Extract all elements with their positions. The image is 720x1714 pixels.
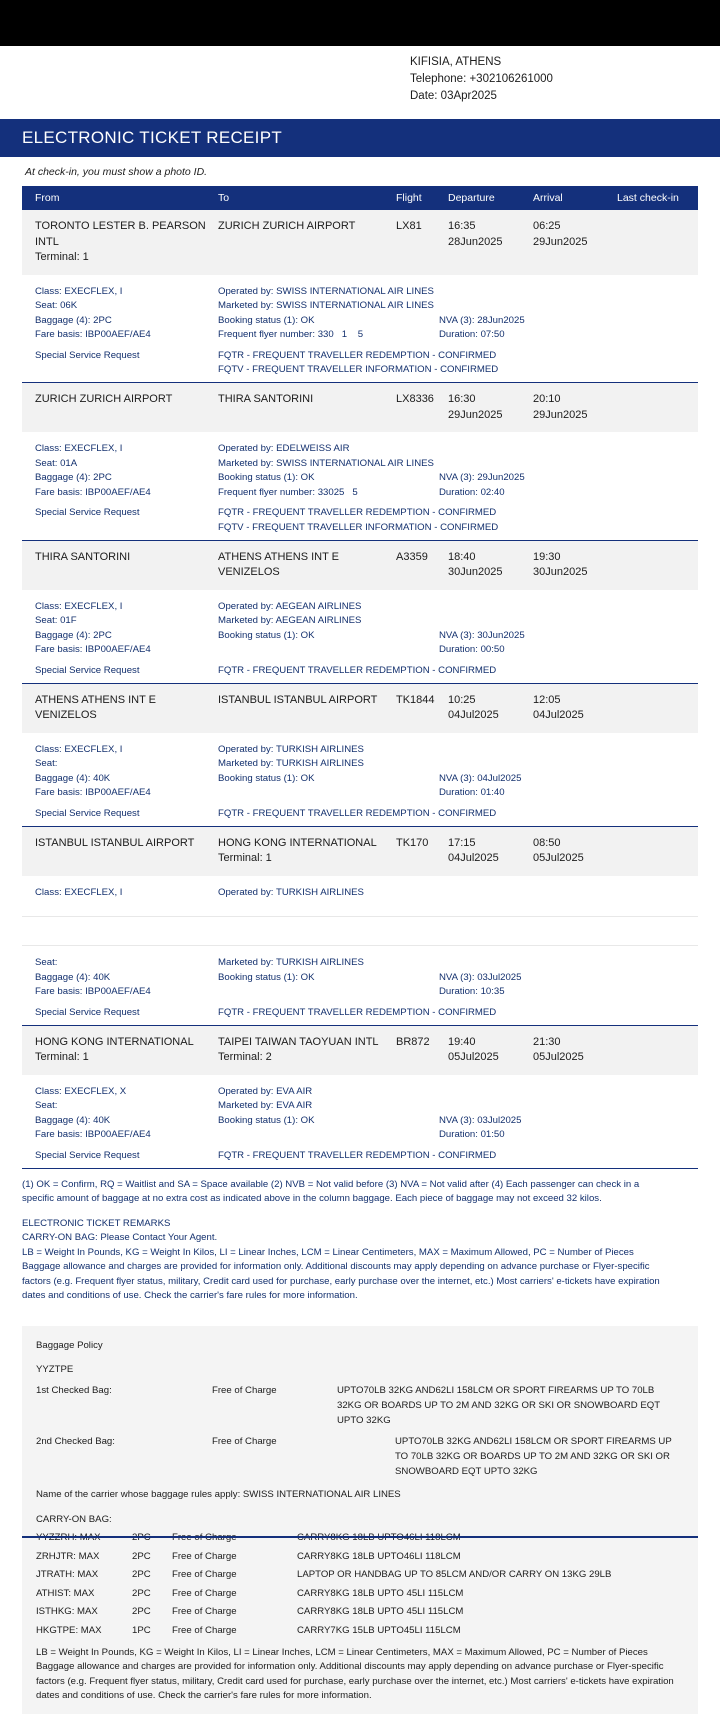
- segment-departure: [448, 392, 533, 423]
- carry-on-row: [22, 1582, 698, 1601]
- segment-from: [22, 392, 218, 423]
- baggage-policy-title: Baggage Policy: [36, 1339, 103, 1351]
- segment-seat: Seat: 06K: [35, 300, 78, 312]
- segment-ssr-value: FQTR - FREQUENT TRAVELLER REDEMPTION - CONFIRMED: [218, 665, 497, 676]
- segment-nva: NVA (3): 28Jun2025: [439, 314, 525, 326]
- column-header-flight: Flight: [396, 192, 422, 204]
- carry-on-charge: Free of Charge: [172, 1532, 237, 1543]
- segment-ssr-row: [22, 664, 698, 683]
- segment-to: [218, 392, 396, 423]
- segment-ssr-value: FQTR - FREQUENT TRAVELLER REDEMPTION - CONFIRMED: [218, 1006, 497, 1018]
- segment-duration: Duration: 10:35: [439, 986, 505, 998]
- segment-flight-number: TK1844: [396, 693, 435, 706]
- checked-bag-charge: Free of Charge: [212, 1384, 277, 1396]
- segment-fare-basis: Fare basis: IBP00AEF/AE4: [35, 1129, 151, 1141]
- carry-on-pieces: 1PC: [132, 1624, 151, 1636]
- checked-bag-description: UPTO70LB 32KG AND62LI 158LCM OR SPORT FIREARMS UP TO 70LB 32KG OR BOARDS UP TO 2M AND 32KG OR SKI OR SNOWBOARD EQT UPTO 32KG: [395, 1435, 672, 1477]
- carry-on-charge: Free of Charge: [172, 1624, 237, 1636]
- segment-marketed-by: Marketed by: TURKISH AIRLINES: [218, 758, 364, 770]
- baggage-policy-panel: [22, 1326, 698, 1714]
- segment-departure-date: 28Jun2025: [448, 235, 503, 248]
- segment-to: [218, 1035, 396, 1066]
- baggage-policy-route: YYZTPE: [36, 1363, 74, 1375]
- segment-arrival: [533, 836, 617, 867]
- segment-from: [22, 219, 218, 266]
- segment-marketed-by: Marketed by: SWISS INTERNATIONAL AIR LINES: [218, 300, 434, 312]
- spacer: [439, 1085, 619, 1100]
- segment-duration: Duration: 02:40: [439, 486, 505, 498]
- segment-seat: Seat:: [35, 758, 58, 770]
- carry-on-charge: Free of Charge: [172, 1606, 237, 1617]
- segment-arrival-date: 05Jul2025: [533, 852, 584, 865]
- carry-on-charge: Free of Charge: [172, 1569, 237, 1580]
- page-break-gap: [22, 916, 698, 946]
- table-row: [22, 210, 698, 383]
- segment-last-checkin: [617, 550, 697, 581]
- table-row-continued: [22, 946, 698, 1025]
- segment-departure: [448, 1035, 533, 1066]
- segment-departure-date: 05Jul2025: [448, 1051, 499, 1064]
- segment-detail-row: [22, 1075, 698, 1149]
- segment-arrival: [533, 219, 617, 266]
- segment-arrival-date: 29Jun2025: [533, 408, 588, 421]
- segment-fare-basis: Fare basis: IBP00AEF/AE4: [35, 986, 151, 998]
- segment-booking-status: Booking status (1): OK: [218, 772, 315, 784]
- segment-ssr-label: Special Service Request: [35, 507, 140, 519]
- segment-from: [22, 550, 218, 581]
- baggage-footer-note: [22, 1638, 698, 1704]
- segment-departure: [448, 219, 533, 266]
- segment-detail-row-part1: [22, 876, 698, 907]
- segment-departure-time: 10:25: [448, 693, 476, 706]
- carry-on-route: YYZZRH: MAX: [36, 1532, 101, 1543]
- segment-class: Class: EXECFLEX, I: [35, 886, 123, 898]
- segment-ssr-label: Special Service Request: [35, 807, 140, 819]
- segment-duration: Duration: 01:40: [439, 787, 505, 799]
- segment-detail-row: [22, 275, 698, 349]
- column-header-arrival: Arrival: [533, 192, 563, 204]
- segment-class: Class: EXECFLEX, I: [35, 743, 123, 755]
- carry-on-row: [22, 1619, 698, 1638]
- segment-to-terminal: Terminal: 1: [218, 852, 272, 865]
- segment-to-airport: ZURICH ZURICH AIRPORT: [218, 220, 356, 232]
- segment-seat: Seat: 01A: [35, 457, 78, 469]
- carry-on-description: CARRY8KG 18LB UPTO46LI 118LCM: [297, 1550, 461, 1562]
- segment-flight-number: TK170: [396, 836, 429, 849]
- photo-id-notice: At check-in, you must show a photo ID.: [25, 166, 208, 178]
- segment-ssr-values: [218, 1149, 688, 1164]
- segment-detail-middle: [218, 1085, 439, 1143]
- segment-booking-status: Booking status (1): OK: [218, 472, 315, 484]
- baggage-footer-line: factors (e.g. Frequent flyer status, military, Credit card used for purchase, early purchase over the internet, etc.) Most carriers' e-tickets have expiration: [36, 1675, 674, 1687]
- carry-on-charge: Free of Charge: [172, 1587, 237, 1599]
- spacer: [439, 442, 619, 457]
- segment-from-airport: ISTANBUL ISTANBUL AIRPORT: [35, 836, 195, 849]
- segment-detail-row-part2: [22, 946, 698, 1006]
- segment-to: [218, 693, 396, 724]
- segment-baggage: Baggage (4): 40K: [35, 1114, 111, 1126]
- segment-from: [22, 836, 218, 867]
- segment-flight-number: A3359: [396, 550, 428, 563]
- segment-from-airport: ZURICH ZURICH AIRPORT: [35, 393, 173, 406]
- segment-arrival-time: 20:10: [533, 393, 561, 406]
- segment-detail-right: [439, 285, 619, 343]
- table-row: [22, 827, 698, 907]
- segment-baggage: Baggage (4): 2PC: [35, 314, 112, 326]
- segment-ssr-value: FQTV - FREQUENT TRAVELLER INFORMATION - CONFIRMED: [218, 364, 499, 376]
- segment-booking-status: Booking status (1): OK: [218, 971, 315, 983]
- segment-flight-number: LX81: [396, 220, 422, 232]
- baggage-footer-line: Baggage allowance and charges are provided for information only. Additional discounts may apply depending on advance purchase or Flyer-specific: [36, 1661, 664, 1672]
- segment-nva: NVA (3): 30Jun2025: [439, 629, 525, 641]
- remarks-line: CARRY-ON BAG: Please Contact Your Agent.: [22, 1232, 218, 1243]
- segment-operated-by: Operated by: AEGEAN AIRLINES: [218, 600, 362, 612]
- segment-arrival-date: 05Jul2025: [533, 1051, 584, 1064]
- segment-departure: [448, 693, 533, 724]
- segment-ssr-value: FQTR - FREQUENT TRAVELLER REDEMPTION - CONFIRMED: [218, 507, 497, 519]
- segment-ssr-label: Special Service Request: [35, 665, 140, 676]
- segment-arrival-time: 19:30: [533, 550, 561, 563]
- spacer: [439, 299, 619, 314]
- segment-departure-date: 29Jun2025: [448, 408, 503, 421]
- segment-to-airport: HONG KONG INTERNATIONAL: [218, 836, 377, 849]
- segment-detail-right: [439, 886, 619, 901]
- table-row: [22, 1026, 698, 1169]
- segment-marketed-by: Marketed by: TURKISH AIRLINES: [218, 957, 364, 969]
- segment-detail-right: [439, 442, 619, 500]
- segment-seat: Seat:: [35, 1100, 58, 1112]
- column-header-departure: Departure: [448, 192, 495, 204]
- column-header-from: From: [35, 192, 60, 204]
- carry-on-charge: Free of Charge: [172, 1550, 237, 1562]
- address-line-date: Date: 03Apr2025: [410, 90, 497, 102]
- table-row: [22, 383, 698, 541]
- segment-detail-row: [22, 733, 698, 807]
- segment-departure-date: 04Jul2025: [448, 852, 499, 865]
- segment-to-airport: ISTANBUL ISTANBUL AIRPORT: [218, 693, 378, 706]
- segment-departure-date: 30Jun2025: [448, 566, 503, 579]
- segment-ssr-row: [22, 1149, 698, 1168]
- segment-ssr-label: Special Service Request: [35, 1149, 140, 1161]
- segment-detail-right: [439, 600, 619, 658]
- segment-detail-left: [22, 1085, 218, 1143]
- segment-to: [218, 219, 396, 266]
- segment-class: Class: EXECFLEX, I: [35, 443, 123, 455]
- spacer: [439, 457, 619, 472]
- segment-frequent-flyer: Frequent flyer number: 33025 5: [218, 486, 358, 498]
- segment-booking-status: Booking status (1): OK: [218, 1114, 315, 1126]
- segment-baggage: Baggage (4): 2PC: [35, 472, 112, 484]
- segment-main-row: [22, 1026, 698, 1075]
- segment-fare-basis: Fare basis: IBP00AEF/AE4: [35, 787, 151, 799]
- segment-detail-left: [22, 743, 218, 801]
- segment-ssr-values: [218, 506, 688, 535]
- carry-on-route: ZRHJTR: MAX: [36, 1550, 100, 1562]
- segment-from-airport: THIRA SANTORINI: [35, 550, 131, 563]
- segment-detail-middle: [218, 600, 439, 658]
- carry-on-description: LAPTOP OR HANDBAG UP TO 85LCM AND/OR CARRY ON 13KG 29LB: [297, 1569, 612, 1580]
- page-title: ELECTRONIC TICKET RECEIPT: [22, 128, 283, 147]
- carry-on-description: CARRY8KG 18LB UPTO 45LI 115LCM: [297, 1587, 464, 1599]
- segment-duration: Duration: 01:50: [439, 1129, 505, 1141]
- segment-ssr-row: [22, 349, 698, 382]
- segment-last-checkin: [617, 836, 697, 867]
- segment-arrival-date: 30Jun2025: [533, 566, 588, 579]
- segment-ssr-values: [218, 1006, 688, 1021]
- segment-nva: NVA (3): 03Jul2025: [439, 1114, 522, 1126]
- segment-seat: Seat:: [35, 957, 58, 969]
- segment-to-airport: TAIPEI TAIWAN TAOYUAN INTL: [218, 1035, 379, 1048]
- carry-on-row: [22, 1564, 698, 1583]
- segment-detail-right: [439, 956, 619, 1000]
- segment-departure: [448, 550, 533, 581]
- segment-main-row: [22, 541, 698, 590]
- segment-ssr-label: Special Service Request: [35, 1006, 140, 1018]
- segment-nva: NVA (3): 29Jun2025: [439, 472, 525, 484]
- segment-ssr-values: [218, 349, 688, 378]
- spacer: [439, 743, 619, 758]
- segment-class: Class: EXECFLEX, X: [35, 1085, 127, 1097]
- carry-on-description: CARRY8KG 18LB UPTO 45LI 115LCM: [297, 1606, 464, 1617]
- segment-last-checkin: [617, 219, 697, 266]
- remarks-line: LB = Weight In Pounds, KG = Weight In Kilos, LI = Linear Inches, LCM = Linear Centimeters, MAX = Maximum Allowed, PC = Number of Pieces: [22, 1246, 634, 1258]
- segment-operated-by: Operated by: TURKISH AIRLINES: [218, 743, 364, 755]
- segment-nva: NVA (3): 03Jul2025: [439, 971, 522, 983]
- segment-ssr-row: [22, 506, 698, 539]
- segment-to: [218, 550, 396, 581]
- segment-arrival: [533, 392, 617, 423]
- segment-marketed-by: Marketed by: AEGEAN AIRLINES: [218, 615, 362, 627]
- spacer: [439, 600, 619, 615]
- itinerary-table: [22, 186, 698, 1169]
- segment-operated-by: Operated by: EDELWEISS AIR: [218, 443, 350, 455]
- segment-operated-by: Operated by: TURKISH AIRLINES: [218, 886, 364, 898]
- segment-departure-time: 18:40: [448, 550, 476, 563]
- bottom-divider: [22, 1536, 698, 1538]
- segment-arrival: [533, 550, 617, 581]
- address-line-telephone: Telephone: +302106261000: [410, 73, 553, 85]
- segment-ssr-row: [22, 1006, 698, 1025]
- spacer: [439, 757, 619, 772]
- segment-to-terminal: Terminal: 2: [218, 1051, 272, 1064]
- carry-on-route: ISTHKG: MAX: [36, 1606, 98, 1617]
- carry-on-description: CARRY7KG 15LB UPTO45LI 115LCM: [297, 1624, 461, 1636]
- segment-arrival-time: 12:05: [533, 693, 561, 706]
- segment-detail-left: [22, 285, 218, 343]
- segment-detail-middle: [218, 743, 439, 801]
- segment-fare-basis: Fare basis: IBP00AEF/AE4: [35, 329, 151, 341]
- segment-baggage: Baggage (4): 40K: [35, 772, 111, 784]
- segment-last-checkin: [617, 693, 697, 724]
- issuer-address-block: [0, 46, 720, 118]
- segment-duration: Duration: 07:50: [439, 329, 505, 341]
- top-black-bar: [0, 0, 720, 46]
- segment-from-airport: HONG KONG INTERNATIONAL: [35, 1035, 194, 1048]
- segment-detail-middle: [218, 442, 439, 500]
- carry-on-route: JTRATH: MAX: [36, 1569, 99, 1580]
- page-title-bar: [0, 119, 720, 157]
- checked-bag-label: 1st Checked Bag:: [36, 1384, 112, 1396]
- segment-departure-time: 19:40: [448, 1035, 476, 1048]
- segment-from: [22, 693, 218, 724]
- carry-on-pieces: 2PC: [132, 1587, 151, 1599]
- segment-from-terminal: Terminal: 1: [35, 1051, 89, 1064]
- carry-on-pieces: 2PC: [132, 1550, 151, 1562]
- column-header-last-checkin: Last check-in: [617, 192, 679, 204]
- segment-flight-number: BR872: [396, 1035, 430, 1048]
- segment-duration: Duration: 00:50: [439, 644, 505, 656]
- segment-ssr-value: FQTR - FREQUENT TRAVELLER REDEMPTION - CONFIRMED: [218, 807, 497, 819]
- segment-arrival-date: 04Jul2025: [533, 709, 584, 722]
- checked-bag-description: UPTO70LB 32KG AND62LI 158LCM OR SPORT FIREARMS UP TO 70LB 32KG OR BOARDS UP TO 2M AND 32KG OR SKI OR SNOWBOARD EQT UPTO 32KG: [337, 1384, 660, 1426]
- segment-ssr-row: [22, 807, 698, 826]
- carry-on-pieces: 2PC: [132, 1606, 151, 1617]
- segment-detail-left: [22, 886, 218, 901]
- spacer: [439, 285, 619, 300]
- remarks-line: factors (e.g. Frequent flyer status, military, Credit card used for purchase, early purchase over the internet, etc.) Most carriers' e-tickets have expiration: [22, 1275, 660, 1287]
- segment-arrival-time: 08:50: [533, 836, 561, 849]
- segment-from-airport: ATHENS ATHENS INT E VENIZELOS: [35, 693, 157, 722]
- segment-detail-right: [439, 1085, 619, 1143]
- segment-departure-time: 17:15: [448, 836, 476, 849]
- segment-to: [218, 836, 396, 867]
- segment-marketed-by: Marketed by: SWISS INTERNATIONAL AIR LINES: [218, 457, 434, 469]
- segment-from-terminal: Terminal: 1: [35, 251, 89, 263]
- table-row: [22, 541, 698, 684]
- segment-main-row: [22, 383, 698, 432]
- baggage-footer-line: dates and conditions of use. Check the carrier's fare rules for more information.: [36, 1690, 372, 1701]
- segment-operated-by: Operated by: SWISS INTERNATIONAL AIR LINES: [218, 285, 434, 297]
- segment-operated-by: Operated by: EVA AIR: [218, 1085, 313, 1097]
- segment-departure-date: 04Jul2025: [448, 709, 499, 722]
- remarks-title: ELECTRONIC TICKET REMARKS: [22, 1217, 171, 1229]
- segment-main-row: [22, 827, 698, 876]
- segment-frequent-flyer: Frequent flyer number: 330 1 5: [218, 329, 364, 341]
- segment-detail-middle: [218, 285, 439, 343]
- segment-ssr-label: Special Service Request: [35, 349, 140, 361]
- segment-arrival: [533, 1035, 617, 1066]
- legend-line-1: (1) OK = Confirm, RQ = Waitlist and SA = Space available (2) NVB = Not valid before (3) NVA = Not valid after (4) Each passenger can check in a: [22, 1178, 640, 1190]
- segment-arrival-time: 06:25: [533, 220, 561, 232]
- column-header-to: To: [218, 192, 230, 204]
- segment-from: [22, 1035, 218, 1066]
- table-header-row: [22, 186, 698, 210]
- segment-main-row: [22, 210, 698, 275]
- segment-flight-number: LX8336: [396, 393, 434, 406]
- carry-on-title: CARRY-ON BAG:: [36, 1513, 112, 1525]
- spacer: [439, 1099, 619, 1114]
- address-line-city: KIFISIA, ATHENS: [410, 56, 502, 68]
- segment-detail-middle: [218, 956, 439, 1000]
- carry-on-row: [22, 1601, 698, 1620]
- segment-seat: Seat: 01F: [35, 615, 77, 627]
- segment-detail-row: [22, 432, 698, 506]
- segment-marketed-by: Marketed by: EVA AIR: [218, 1100, 313, 1112]
- segment-detail-left: [22, 956, 218, 1000]
- segment-detail-left: [22, 442, 218, 500]
- segment-ssr-values: [218, 664, 688, 679]
- checked-bag-row: [22, 1428, 698, 1479]
- segment-arrival: [533, 693, 617, 724]
- remarks-line: Baggage allowance and charges are provided for information only. Additional discounts may apply depending on advance purchase or Flyer-specific: [22, 1261, 650, 1272]
- segment-departure: [448, 836, 533, 867]
- carry-on-pieces: 2PC: [132, 1569, 151, 1580]
- segment-booking-status: Booking status (1): OK: [218, 314, 315, 326]
- spacer: [439, 614, 619, 629]
- segment-from-airport: TORONTO LESTER B. PEARSON INTL: [35, 220, 206, 248]
- baggage-footer-line: LB = Weight In Pounds, KG = Weight In Kilos, LI = Linear Inches, LCM = Linear Centimeters, MAX = Maximum Allowed, PC = Number of Pieces: [36, 1646, 648, 1658]
- segment-departure-time: 16:30: [448, 393, 476, 406]
- segment-ssr-value: FQTV - FREQUENT TRAVELLER INFORMATION - CONFIRMED: [218, 522, 499, 534]
- segment-detail-middle: [218, 886, 439, 901]
- segment-class: Class: EXECFLEX, I: [35, 600, 123, 612]
- checked-bag-charge: Free of Charge: [212, 1435, 277, 1447]
- remarks-body: [22, 1231, 698, 1304]
- carry-on-row: [22, 1545, 698, 1564]
- spacer: [439, 956, 619, 971]
- segment-nva: NVA (3): 04Jul2025: [439, 772, 522, 784]
- carry-on-pieces: 2PC: [132, 1532, 151, 1543]
- segment-arrival-date: 29Jun2025: [533, 235, 588, 248]
- carry-on-route: ATHIST: MAX: [36, 1587, 95, 1599]
- table-row: [22, 684, 698, 827]
- checked-bag-row: [22, 1377, 698, 1428]
- carry-on-description: CARRY8KG 18LB UPTO46LI 118LCM: [297, 1532, 461, 1543]
- baggage-carrier-note: Name of the carrier whose baggage rules apply: SWISS INTERNATIONAL AIR LINES: [36, 1488, 401, 1500]
- segment-arrival-time: 21:30: [533, 1035, 561, 1048]
- carry-on-route: HKGTPE: MAX: [36, 1624, 102, 1636]
- remarks-line: dates and conditions of use. Check the carrier's fare rules for more information.: [22, 1290, 358, 1301]
- segment-detail-row: [22, 590, 698, 664]
- segment-baggage: Baggage (4): 2PC: [35, 629, 112, 641]
- legend-line-2: specific amount of baggage at no extra cost as indicated above in the column baggage. Each piece of baggage may not exceed 32 kilos.: [22, 1193, 602, 1204]
- checked-bag-label: 2nd Checked Bag:: [36, 1435, 115, 1447]
- segment-class: Class: EXECFLEX, I: [35, 285, 123, 297]
- legend-section: [22, 1178, 698, 1304]
- segment-ssr-value: FQTR - FREQUENT TRAVELLER REDEMPTION - CONFIRMED: [218, 349, 497, 361]
- segment-fare-basis: Fare basis: IBP00AEF/AE4: [35, 644, 151, 656]
- segment-departure-time: 16:35: [448, 220, 476, 232]
- segment-last-checkin: [617, 1035, 697, 1066]
- segment-baggage: Baggage (4): 40K: [35, 971, 111, 983]
- segment-booking-status: Booking status (1): OK: [218, 629, 315, 641]
- segment-fare-basis: Fare basis: IBP00AEF/AE4: [35, 486, 151, 498]
- segment-to-airport: THIRA SANTORINI: [218, 393, 314, 406]
- segment-ssr-values: [218, 807, 688, 822]
- segment-main-row: [22, 684, 698, 733]
- segment-ssr-value: FQTR - FREQUENT TRAVELLER REDEMPTION - CONFIRMED: [218, 1149, 497, 1161]
- segment-last-checkin: [617, 392, 697, 423]
- segment-detail-right: [439, 743, 619, 801]
- segment-to-airport: ATHENS ATHENS INT E VENIZELOS: [218, 550, 340, 579]
- segment-detail-left: [22, 600, 218, 658]
